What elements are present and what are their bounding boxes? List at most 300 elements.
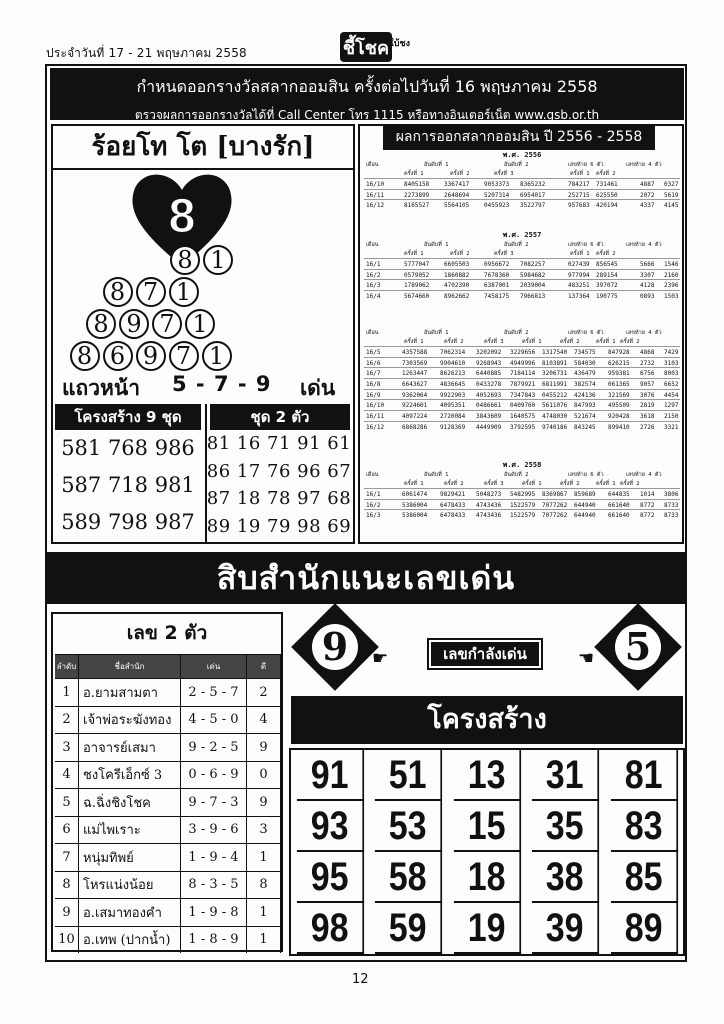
header-cell: อันดับที่ 1 — [424, 242, 449, 248]
ranking-row — [55, 898, 281, 926]
results-cell: 8772 — [640, 501, 655, 509]
ranking-cell: 1 - 8 - 9 — [181, 927, 247, 954]
header-cell: เดือน — [366, 330, 379, 336]
header-cell: เลขท้าย 4 ตัว — [626, 242, 662, 248]
sub-header-cell: ครั้งที่ 2 — [444, 481, 464, 487]
results-cell: 16/11 — [366, 413, 385, 421]
results-cell: 843245 — [574, 423, 596, 431]
pyramid-ball: 1 — [202, 341, 232, 371]
results-cell: 899410 — [608, 423, 630, 431]
results-cell: 4128 — [640, 282, 655, 290]
two-digit-row: 86 17 76 96 67 — [206, 460, 352, 482]
issue-date: ประจำวันที่ 17 - 21 พฤษภาคม 2558 — [46, 46, 247, 60]
results-cell: 661640 — [608, 512, 630, 520]
results-cell: 3367417 — [444, 181, 470, 188]
results-cell: 6868286 — [402, 423, 428, 431]
front-label: แถวหน้า — [62, 376, 141, 400]
results-cell: 9740186 — [542, 423, 568, 431]
ranking-cell: ชงโครีเอ็กซ์ 3 — [79, 762, 181, 789]
hot-right-number: 5 — [615, 624, 661, 670]
sub-header-cell: ครั้งที่ 2 — [620, 481, 640, 487]
sub-header-cell: ครั้งที่ 1 — [404, 171, 424, 177]
structure-number: 35 — [532, 801, 599, 852]
structure-number: 91 — [297, 750, 364, 801]
sub-header-cell: ครั้งที่ 1 — [596, 339, 616, 345]
results-cell: 4337 — [640, 202, 655, 210]
results-cell: 252715 — [568, 191, 590, 199]
results-year — [364, 318, 680, 328]
sub-header-cell: ครั้งที่ 1 — [596, 481, 616, 487]
results-cell: 2160 — [664, 271, 679, 279]
results-cell: 3792595 — [510, 423, 536, 431]
ranking-cell: 3 — [55, 734, 79, 761]
results-cell: 16/3 — [366, 282, 381, 290]
pyramid-ball: 1 — [169, 277, 199, 307]
pyramid-ball: 9 — [119, 309, 149, 339]
ranking-cell: 6 — [55, 817, 79, 844]
results-cell: 9904610 — [440, 359, 466, 367]
pyramid-ball: 7 — [169, 341, 199, 371]
results-cell: 3076 — [640, 391, 655, 399]
results-cell: 1789062 — [404, 282, 430, 290]
results-cell: 0455212 — [542, 391, 568, 399]
results-cell: 420194 — [596, 202, 618, 210]
hot-left-number: 9 — [312, 624, 358, 670]
ranking-cell: 3 — [247, 817, 281, 844]
structure-grid — [289, 748, 685, 956]
results-cell: 8733 — [664, 512, 679, 520]
pointing-hand-left-icon: ☛ — [578, 648, 595, 669]
results-cell: 7062314 — [440, 349, 466, 356]
sub-header-cell: ครั้งที่ 2 — [444, 339, 464, 345]
results-block — [364, 230, 680, 301]
results-cell: 4097224 — [402, 413, 428, 421]
results-row — [364, 399, 680, 410]
two-digit-row: 89 19 79 98 69 — [206, 515, 352, 537]
ranking-cell: 8 - 3 - 5 — [181, 872, 247, 899]
results-cell: 4748030 — [542, 413, 568, 421]
results-cell: 5482995 — [510, 491, 536, 498]
sub-header-cell: ครั้งที่ 1 — [570, 171, 590, 177]
results-block — [364, 318, 680, 432]
structure-number: 89 — [611, 903, 678, 954]
front-row — [62, 372, 352, 402]
results-cell: 382574 — [574, 381, 596, 389]
results-cell: 3202092 — [476, 349, 502, 356]
results-cell: 3321 — [664, 423, 679, 431]
header-cell: เลขท้าย 6 ตัว — [568, 242, 604, 248]
pyramid-ball: 9 — [136, 341, 166, 371]
banner-line1: กำหนดออกรางวัลสลากออมสิน ครั้งต่อไปวันที่ 16 พฤษภาคม 2558 — [136, 77, 598, 96]
box3-header: โครงสร้าง 9 ชุด — [55, 404, 201, 430]
sub-header-cell: ครั้งที่ 1 — [522, 339, 542, 345]
results-cell: 6387001 — [484, 282, 510, 290]
sub-header-cell: ครั้งที่ 2 — [560, 481, 580, 487]
ranking-cell: 4 — [55, 762, 79, 789]
results-cell: 784217 — [568, 181, 590, 188]
results-cell: 0956672 — [484, 261, 510, 268]
results-cell: 16/6 — [366, 359, 381, 367]
ranking-cell: 3 - 9 - 6 — [181, 817, 247, 844]
logo — [340, 32, 410, 62]
results-cell: 2819 — [640, 402, 655, 410]
header-cell: เดือน — [366, 472, 379, 478]
results-cell: 959381 — [608, 370, 630, 378]
logo-text: ชี้โชค — [342, 37, 390, 59]
results-cell: 2648694 — [444, 191, 470, 199]
ranking-cell: 9 — [247, 789, 281, 816]
results-row — [364, 290, 680, 301]
results-cell: 436479 — [574, 370, 596, 378]
results-cell: 2726 — [640, 423, 655, 431]
ranking-row — [55, 706, 281, 734]
results-row — [364, 378, 680, 389]
results-cell: 661640 — [608, 501, 630, 509]
results-cell: 9922903 — [440, 391, 466, 399]
ranking-cell: 2 - 5 - 7 — [181, 679, 247, 706]
ranking-cell: อ.เสมาทองคำ — [79, 899, 181, 926]
pyramid-ball: 8 — [103, 277, 133, 307]
results-cell: 16/1 — [366, 261, 381, 268]
results-cell: 9053373 — [484, 181, 510, 188]
results-cell: 1014 — [640, 491, 655, 498]
results-cell: 16/3 — [366, 512, 381, 520]
results-cell: 4743436 — [476, 512, 502, 520]
structure-number: 81 — [611, 750, 678, 801]
results-cell: 0579052 — [404, 271, 430, 279]
header-cell: อันดับที่ 2 — [504, 330, 529, 336]
sub-header-cell: ครั้งที่ 1 — [404, 339, 424, 345]
ranking-cell: อาจารย์เสมา — [79, 734, 181, 761]
structure-number: 83 — [611, 801, 678, 852]
results-cell: 4743436 — [476, 501, 502, 509]
results-cell: 2732 — [640, 359, 655, 367]
big-banner: สิบสำนักแนะเลขเด่น — [46, 552, 686, 604]
results-cell: 8365232 — [520, 181, 546, 188]
ranking-row — [55, 678, 281, 706]
results-cell: 4887 — [640, 181, 655, 188]
results-cell: 625550 — [596, 191, 618, 199]
results-cell: 5619 — [664, 191, 679, 199]
results-cell: 7347843 — [510, 391, 536, 399]
ranking-row — [55, 843, 281, 871]
pyramid-ball: 1 — [185, 309, 215, 339]
results-cell: 6954017 — [520, 191, 546, 199]
results-cell: 5674660 — [404, 293, 430, 301]
results-cell: 1860882 — [444, 271, 470, 279]
results-cell: 16/1 — [366, 491, 381, 498]
results-cell: 4868 — [640, 349, 655, 356]
three-digit-row: 589 798 987 — [61, 510, 195, 534]
ranking-cell: โหรแน่งน้อย — [79, 872, 181, 899]
results-cell: 3806 — [664, 491, 679, 498]
results-cell: 8733 — [664, 501, 679, 509]
results-cell: 5386004 — [402, 512, 428, 520]
structure-number: 93 — [297, 801, 364, 852]
sub-header-cell: ครั้งที่ 2 — [620, 339, 640, 345]
results-cell: 6478433 — [440, 512, 466, 520]
results-cell: 8405158 — [404, 181, 430, 188]
two-digit-row: 81 16 71 91 61 — [206, 433, 352, 454]
results-cell: 16/4 — [366, 293, 381, 301]
ranking-cell: 4 - 5 - 0 — [181, 707, 247, 734]
ranking-row — [55, 788, 281, 816]
structure-number: 13 — [454, 750, 521, 801]
sub-header-cell: ครั้งที่ 2 — [450, 251, 470, 257]
results-cell: 7458175 — [484, 293, 510, 301]
pyramid-ball: 7 — [136, 277, 166, 307]
results-cell: 6061474 — [402, 491, 428, 498]
ranking-title: เลข 2 ตัว — [126, 622, 208, 644]
results-cell: 6756 — [640, 370, 655, 378]
results-cell: 16/10 — [366, 181, 385, 188]
results-cell: 3522797 — [520, 202, 546, 210]
results-cell: 8962662 — [444, 293, 470, 301]
results-row — [364, 509, 680, 520]
ranking-cell: อ.ยามสามตา — [79, 679, 181, 706]
structure-number: 58 — [375, 852, 442, 903]
results-cell: 4449909 — [476, 423, 502, 431]
structure-number: 98 — [297, 903, 364, 954]
three-digit-row: 581 768 986 — [61, 436, 195, 460]
ranking-cell: 1 - 9 - 8 — [181, 899, 247, 926]
header-cell: อันดับที่ 2 — [504, 162, 529, 168]
results-cell: 289154 — [596, 271, 618, 279]
results-row — [364, 410, 680, 421]
results-cell: 5207314 — [484, 191, 510, 199]
front-value: 5 - 7 - 9 — [172, 372, 272, 396]
results-row — [364, 269, 680, 280]
results-cell: 4095351 — [440, 402, 466, 410]
ranking-header — [55, 654, 281, 678]
sub-header-cell: ครั้งที่ 3 — [484, 481, 504, 487]
results-cell: 2072 — [640, 191, 655, 199]
ranking-row — [55, 871, 281, 899]
results-cell: 734575 — [574, 349, 596, 356]
results-cell: 6440885 — [476, 370, 502, 378]
three-digit-row: 587 718 981 — [61, 473, 195, 497]
hot-label-bar — [368, 640, 602, 664]
results-year: พ.ศ. 2558 — [502, 461, 542, 469]
ranking-cell: 4 — [247, 707, 281, 734]
results-cell: 859689 — [574, 491, 596, 498]
box2-header: ชุด 2 ตัว — [210, 404, 350, 430]
results-cell: 027439 — [568, 261, 590, 268]
results-cell: 2396 — [664, 282, 679, 290]
results-cell: 847928 — [608, 349, 630, 356]
results-cell: 5564105 — [444, 202, 470, 210]
results-cell: 2720084 — [440, 413, 466, 421]
ranking-row — [55, 816, 281, 844]
results-year: พ.ศ. 2556 — [502, 151, 542, 159]
results-cell: 4702390 — [444, 282, 470, 290]
results-row — [364, 389, 680, 400]
results-cell: 4052693 — [476, 391, 502, 399]
results-cell: 16/7 — [366, 370, 381, 378]
results-cell: 16/2 — [366, 271, 381, 279]
ranking-cell: เจ้าพ่อระฆังทอง — [79, 707, 181, 734]
results-cell: 6605503 — [444, 261, 470, 268]
results-cell: 8165527 — [404, 202, 430, 210]
results-header — [364, 240, 680, 258]
results-cell: 731461 — [596, 181, 618, 188]
results-cell: 920428 — [608, 413, 630, 421]
header-cell: เดือน — [366, 242, 379, 248]
results-cell: 7077262 — [542, 512, 568, 520]
ranking-cell: 1 — [247, 844, 281, 871]
sub-header-cell: ครั้งที่ 1 — [570, 251, 590, 257]
header-cell: อันดับที่ 2 — [504, 472, 529, 478]
structure-number: 38 — [532, 852, 599, 903]
results-cell: 0327 — [664, 181, 679, 188]
results-cell: 584030 — [574, 359, 596, 367]
results-cell: 16/12 — [366, 423, 385, 431]
results-cell: 6652 — [664, 381, 679, 389]
results-header — [364, 328, 680, 346]
results-cell: 061365 — [608, 381, 630, 389]
results-cell: 5666 — [640, 261, 655, 268]
results-cell: 3206731 — [542, 370, 568, 378]
results-row — [364, 258, 680, 269]
ranking-cell: อ.เทพ (ปากน้ำ) — [79, 927, 181, 954]
results-cell: 2273899 — [404, 191, 430, 199]
results-cell: 1297 — [664, 402, 679, 410]
results-cell: 483251 — [568, 282, 590, 290]
results-cell: 1522579 — [510, 512, 536, 520]
pyramid-ball: 8 — [70, 341, 100, 371]
sub-header-cell: ครั้งที่ 2 — [560, 339, 580, 345]
pyramid-ball: 7 — [152, 309, 182, 339]
results-year: พ.ศ. 2557 — [502, 231, 542, 239]
results-cell: 6811991 — [542, 381, 568, 389]
results-cell: 1522579 — [510, 501, 536, 509]
results-cell: 977994 — [568, 271, 590, 279]
ranking-cell: 9 - 7 - 3 — [181, 789, 247, 816]
hot-label: เลขกำลังเด่น — [429, 640, 541, 668]
ranking-cell: 1 — [247, 927, 281, 954]
ranking-cell: 1 — [247, 899, 281, 926]
sub-header-cell: ครั้งที่ 1 — [404, 481, 424, 487]
header-cell: เลขท้าย 6 ตัว — [568, 330, 604, 336]
ranking-cell: 1 — [55, 679, 79, 706]
ranking-cell: 9 — [55, 899, 79, 926]
results-cell: 2039004 — [520, 282, 546, 290]
results-cell: 644835 — [608, 491, 630, 498]
header-cell: เลขท้าย 4 ตัว — [626, 162, 662, 168]
results-row — [364, 357, 680, 368]
results-cell: 6478433 — [440, 501, 466, 509]
results-row — [364, 499, 680, 510]
ranking-cell: 10 — [55, 927, 79, 954]
two-digit-row: 87 18 78 97 68 — [206, 488, 352, 509]
header-cell: อันดับที่ 2 — [504, 242, 529, 248]
ranking-cell: 0 - 6 - 9 — [181, 762, 247, 789]
header-cell: เดือน — [366, 162, 379, 168]
ranking-header-cell: เด่น — [181, 655, 247, 678]
page-number: 12 — [352, 972, 369, 987]
results-cell: 4836645 — [440, 381, 466, 389]
results-cell: 9829421 — [440, 491, 466, 498]
results-cell: 9057 — [640, 381, 655, 389]
lt-title: ร้อยโท โต [บางรัก] — [53, 126, 353, 170]
results-row — [364, 421, 680, 432]
results-cell: 5611076 — [542, 402, 568, 410]
results-cell: 0486661 — [476, 402, 502, 410]
pyramid-ball: 8 — [170, 245, 200, 275]
results-cell: 8772 — [640, 512, 655, 520]
results-cell: 137364 — [568, 293, 590, 301]
sub-header-cell: ครั้งที่ 2 — [596, 171, 616, 177]
results-cell: 7678360 — [484, 271, 510, 279]
two-digit-list — [206, 430, 352, 540]
structure-number: 85 — [611, 852, 678, 903]
results-cell: 0409760 — [510, 402, 536, 410]
header-cell: เลขท้าย 6 ตัว — [568, 162, 604, 168]
results-block — [364, 150, 680, 210]
results-cell: 3229656 — [510, 349, 536, 356]
results-header — [364, 470, 680, 488]
results-cell: 3103 — [664, 359, 679, 367]
ranking-cell: 8 — [247, 872, 281, 899]
results-row — [364, 367, 680, 378]
ranking-row — [55, 761, 281, 789]
top-banner — [50, 68, 684, 120]
pyramid-ball: 8 — [86, 309, 116, 339]
ranking-row — [55, 733, 281, 761]
ranking-row — [55, 926, 281, 954]
results-cell: 4145 — [664, 202, 679, 210]
structure-number: 59 — [375, 903, 442, 954]
results-cell: 7077262 — [542, 501, 568, 509]
results-cell: 8003 — [664, 370, 679, 378]
header-cell: เลขท้าย 6 ตัว — [568, 472, 604, 478]
header-cell: อันดับที่ 1 — [424, 472, 449, 478]
results-cell: 644940 — [574, 512, 596, 520]
results-row — [364, 279, 680, 290]
results-cell: 16/2 — [366, 501, 381, 509]
results-cell: 321569 — [608, 391, 630, 399]
heart-number: 8 — [168, 190, 196, 243]
results-cell: 495509 — [608, 402, 630, 410]
ranking-cell: หนุ่มทิพย์ — [79, 844, 181, 871]
ranking-cell: 8 — [55, 872, 79, 899]
pyramid-ball: 1 — [203, 245, 233, 275]
results-cell: 16/12 — [366, 202, 385, 210]
results-cell: 16/11 — [366, 191, 385, 199]
results-cell: 6643627 — [402, 381, 428, 389]
ranking-header-cell: ดี — [247, 655, 281, 678]
sub-header-cell: ครั้งที่ 3 — [484, 339, 504, 345]
header-cell: อันดับที่ 1 — [424, 162, 449, 168]
results-cell: 8626213 — [440, 370, 466, 378]
logo-small: ใบ้ชง — [389, 39, 410, 49]
results-cell: 7429 — [664, 349, 679, 356]
results-cell: 5048273 — [476, 491, 502, 498]
results-cell: 1317540 — [542, 349, 568, 356]
results-cell: 856545 — [596, 261, 618, 268]
sub-header-cell: ครั้งที่ 1 — [404, 251, 424, 257]
sub-header-cell: ครั้งที่ 3 — [494, 251, 514, 257]
results-cell: 2150 — [664, 413, 679, 421]
results-cell: 1503 — [664, 293, 679, 301]
results-cell: 1263447 — [402, 370, 428, 378]
results-cell: 8103891 — [542, 359, 568, 367]
ranking-table — [55, 654, 281, 953]
results-cell: 7184114 — [510, 370, 536, 378]
results-cell: 644940 — [574, 501, 596, 509]
pyramid-ball: 6 — [103, 341, 133, 371]
results-cell: 521674 — [574, 413, 596, 421]
